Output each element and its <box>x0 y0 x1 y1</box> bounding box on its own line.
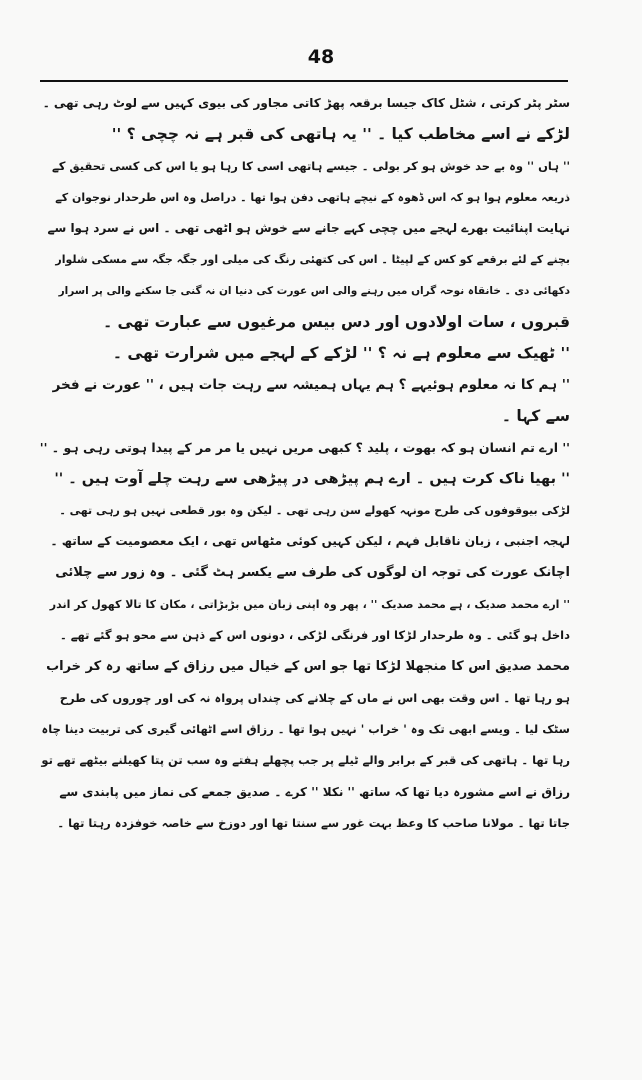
text-line: '' ارے تم انسان ہو کہ بھوت ، پلید ؟ کبھی مریں نہیں یا مر مر کے پیدا ہوتی رہی ہو ۔ '' <box>40 440 570 456</box>
text-line: بچنے کے لئے برقعے کو کس کے لپیٹا ۔ اس کی کتھئی رنگ کی میلی اور جگہ جگہ سے مسکی شلوار <box>55 253 570 267</box>
text-line: قبروں ، سات اولادوں اور دس بیس مرغیوں سے عبارت تھی ۔ <box>103 313 570 332</box>
text-line: '' ارے محمد صدیک ، ہے محمد صدیک '' ، پھر وہ اپنی زبان میں بڑبڑاتی ، مکان کا تالا کھول کر اندر <box>49 597 570 611</box>
body-text <box>40 88 570 839</box>
text-line: جاتا تھا ۔ مولانا صاحب کا وعظ بہت غور سے سنتا تھا اور دوزخ سے خاصہ خوفزدہ رہتا تھا ۔ <box>57 815 570 830</box>
text-line: محمد صدیق اس کا منجھلا لڑکا تھا جو اس کے خیال میں رزاق کے ساتھ رہ کر خراب <box>46 659 570 675</box>
text-line: لڑکے نے اسے مخاطب کیا ۔ '' یہ ہاتھی کی قبر ہے نہ چچی ؟ '' <box>111 125 570 144</box>
text-line: '' ہاں '' وہ بے حد خوش ہو کر بولی ۔ جیسے ہاتھی اسی کا رہا ہو یا اس کی کسی تحقیق کے <box>52 158 570 173</box>
text-line: ذریعہ معلوم ہوا ہو کہ اس ڈھوہ کے نیچے ہاتھی دفن ہوا تھا ۔ دراصل وہ اس طرحدار نوجوان کے <box>55 190 570 204</box>
text-line: نہایت اپنائیت بھرے لہجے میں چچی کہے جانے سے خوش ہو اٹھی تھی ۔ اس نے سرد ہوا سے <box>47 221 570 236</box>
text-line: دکھائی دی ۔ خانقاہ نوحہ گراں میں رہنے والی اس عورت کی دنیا ان نہ گنی جا سکنے والی پر اسرار <box>58 284 570 297</box>
text-line: اچانک عورت کی توجہ ان لوگوں کی طرف سے یکسر ہٹ گئی ۔ وہ زور سے چلائی <box>55 565 570 581</box>
text-line: رزاق نے اسے مشورہ دیا تھا کہ ساتھ '' نکلا '' کرے ۔ صدیق جمعے کی نماز میں پابندی سے <box>59 784 570 799</box>
text-line: سے کہا ۔ <box>501 406 570 425</box>
text-line: '' ہم کا نہ معلوم ہوئیہے ؟ ہم یہاں ہمیشہ سے رہت جات ہیں ، '' عورت نے فخر <box>52 376 570 393</box>
text-line: سٹک لیا ۔ ویسے ابھی تک وہ ' خراب ' نہیں ہوا تھا ۔ رزاق اسے اٹھائی گیری کی تربیت دینا چاہ <box>41 721 570 736</box>
text-line: داخل ہو گئی ۔ وہ طرحدار لڑکا اور فرنگی لڑکی ، دونوں اس کے ذہن سے محو ہو گئے تھے ۔ <box>60 628 570 643</box>
text-line: رہا تھا ۔ ہاتھی کی قبر کے برابر والے ٹیلے پر جب پچھلے ہفتے وہ سب تن پتا کھیلنے بیٹھے تھے تو <box>41 753 570 768</box>
text-line: '' ٹھیک سے معلوم ہے نہ ؟ '' لڑکے کے لہجے میں شرارت تھی ۔ <box>112 344 570 363</box>
header-rule <box>40 80 568 82</box>
text-line: لہجہ اجنبی ، زبان ناقابل فہم ، لیکن کہیں کوئی مٹھاس تھی ، ایک معصومیت کے ساتھ ۔ <box>50 534 570 549</box>
text-line: '' بھیا ناک کرت ہیں ۔ ارے ہم پیڑھی در پیڑھی سے رہت چلے آوت ہیں ۔ '' <box>54 470 570 487</box>
page-number: 48 <box>307 46 335 68</box>
text-line: ہو رہا تھا ۔ اس وقت بھی اس نے ماں کے چلانے کی چنداں پرواہ نہ کی اور چوروں کی طرح <box>59 690 570 705</box>
text-line: سٹر پٹر کرتی ، شٹل کاک جیسا برقعہ پھڑ کاتی مجاور کی بیوی کہیں سے لوٹ رہی تھی ۔ <box>42 96 570 110</box>
text-line: لڑکی بیوقوفوں کی طرح مونہہ کھولے سن رہی تھی ۔ لیکن وہ بور قطعی نہیں ہو رہی تھی ۔ <box>59 503 570 517</box>
